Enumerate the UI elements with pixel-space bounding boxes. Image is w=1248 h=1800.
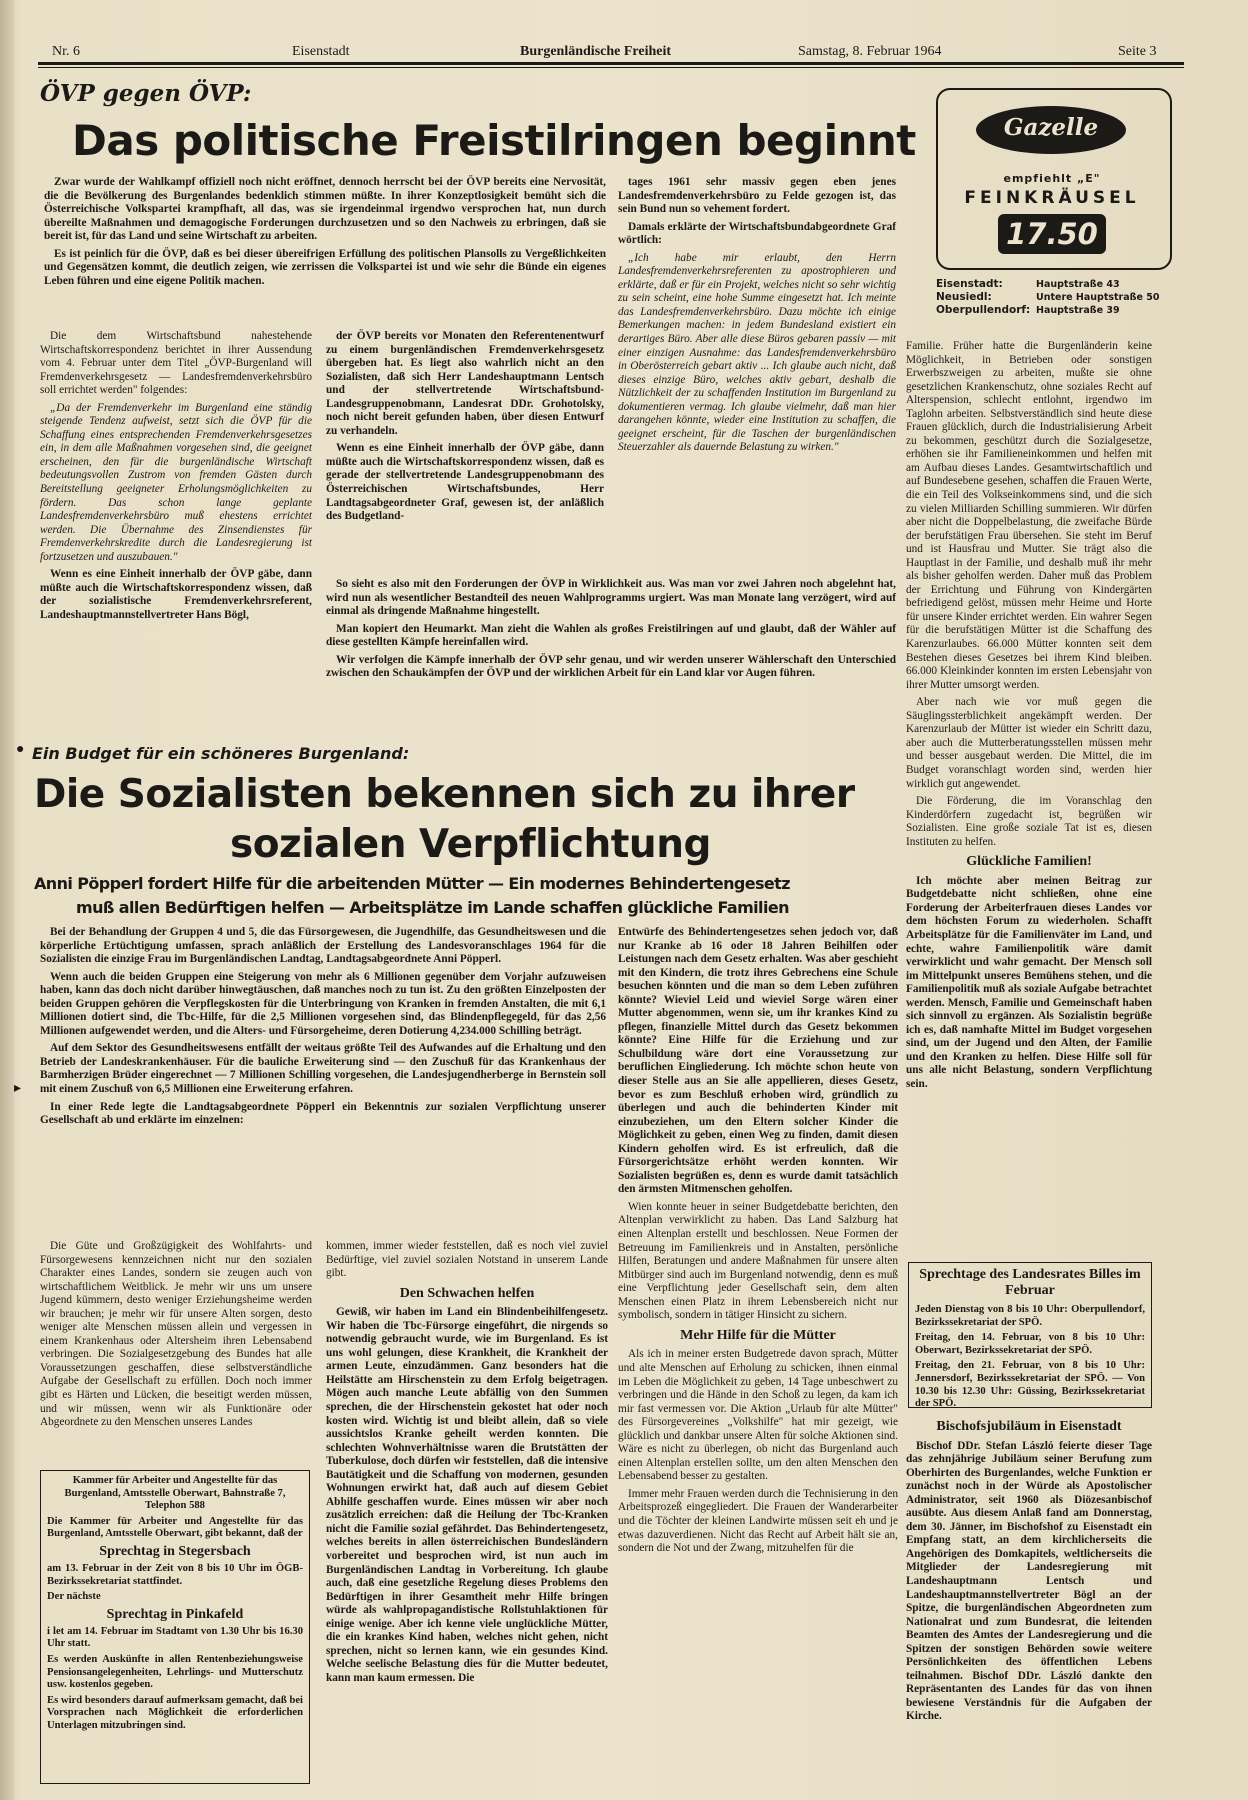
sprechtage-title: Sprechtage des Landesrates Billes im Februar <box>919 1267 1141 1298</box>
sprechtage-p1: Jeden Dienstag von 8 bis 10 Uhr: Oberpullendorf, Bezirkssekretariat der SPÖ. <box>915 1304 1145 1328</box>
happy-families-text: Ich möchte aber meinen Beitrag zur Budgetdebatte nicht schließen, ohne eine Forderung der Arbeiterfrauen dieses Landes vor dem höchsten Forum zu wiederholen. Schafft Arbeitsplätze für die Familienväter im Land, und echte, wahre Familienpolitik wäre damit verwirklicht und wahr gemacht. Der Mensch soll im Mittelpunkt unseres Bemühens stehen, und die Familienpolitik muß als soziale Aufgabe betrachtet werden. Mensch, Familie und Gemeinschaft haben sich sinnvoll zu ergänzen. Als Sozialistin begrüße ich es, daß namhafte Mittel im Budget vorgesehen sind, um der Jugend und den Alten, der Familie und den Kranken zu helfen. Diese Hilfe soll für uns alle nicht Belastung, sondern Verpflichtung sein. <box>906 874 1152 1090</box>
article1-conclusion <box>326 578 896 720</box>
ad-shop: Neusiedl: Untere Hauptstraße 50 <box>936 291 1160 303</box>
header-place: Eisenstadt <box>292 44 350 59</box>
article1-kicker: ÖVP gegen ÖVP: <box>40 80 252 107</box>
article2-col1-p1: Die Güte und Großzügigkeit des Wohlfahrts- und Fürsorgewesens kennzeichnen nicht nur den sozialen Charakter eines Landes, sondern sie zeugen auch von wirtschaftlichem Weitblick. Je mehr wir uns um unsere Jugend kümmern, desto weniger Erziehungsheime werden wir brauchen; je mehr wir für unsere Alten sorgen, desto weniger alte Menschen müssen allein und vergessen in einem Krankenhaus oder Altersheim ihren Lebensabend verbringen. Die Sozialgesetzgebung des Bundes hat alle Voraussetzungen geschaffen, diese selbstverständliche Aufgabe der Gesellschaft zu erfüllen. Doch noch immer gibt es Härten und Lücken, die beseitigt werden müssen, und wir müssen, wenn wir als Funktionäre oder Abgeordnete zu den Menschen unseres Landes <box>40 1240 312 1429</box>
article1-col3 <box>618 176 896 582</box>
kammer-box <box>40 1470 310 1784</box>
bullet-marker: ● <box>16 742 25 757</box>
article2-col3-p4: Immer mehr Frauen werden durch die Technisierung in den Arbeitsprozeß eingegliedert. Die Frauen der Wanderarbeiter und die Töchter der kleinen Landwirte müssen seit eh und je etwas dazuverdienen. Nicht das Recht auf Arbeit hält sie an, sondern die Not und der Zwang, mitzuhelfen für die <box>618 1487 898 1555</box>
kammer-p3: i let am 14. Februar im Stadtamt von 1.30 Uhr bis 16.30 Uhr statt. <box>47 1625 303 1650</box>
gazelle-advertisement <box>936 88 1178 328</box>
article2-col3-p1: Entwürfe des Behindertengesetzes sehen jedoch vor, daß nur Kranke ab 16 oder 18 Jahren Beihilfen oder Leistungen nach dem Gesetz erhalten. Was aber geschieht mit den Kindern, die trotz ihres Gebrechens eine Schule besuchen könnten und die man so dem Leben zuführen könnte? Wieviel Leid und wieviel Sorge wären einer Mutter abgenommen, wenn sie, um ihr krankes Kind zu pflegen, finanzielle Mittel durch das Gesetz bekommen könnte? Eine Hilfe für die Erziehung und zur Schulbildung wäre dort eine Voraussetzung zur beruflichen Eingliederung. Ich möchte schon heute von dieser Stelle aus an Sie alle appellieren, dieses Gesetz, bevor es zum Beschluß erhoben wird, gründlich zu überlegen und auch die behinderten Kinder mit einzubeziehen, um den Eltern solcher Kinder die Möglichkeit zu geben, einen Weg zu finden, damit diesen Kindern geholfen wird. Es ist erfreulich, daß die Fürsorgerichtsätze erhöht werden konnten. Wir Sozialisten begrüßen es, denn es wurde damit tatsächlich den ärmsten Mitmenschen geholfen. <box>618 926 898 1196</box>
right-col-p2: Aber nach wie vor muß gegen die Säuglingssterblichkeit angekämpft werden. Der Karenzurlaub der Mütter ist wieder ein Schritt dazu, aber auch die Mutterberatungsstellen müssen mehr und besser ausgebaut werden. Die Mittel, die im Budget voranschlagt worden sind, werden hier wirklich gut angewendet. <box>906 696 1152 790</box>
bischof-text: Bischof DDr. Stefan László feierte dieser Tage das zehnjährige Jubiläum seiner Berufung zum Oberhirten des Burgenlandes, welche Funktion er zunächst noch in der Würde als Apostolischer Administrator, seit 1960 als Diözesanbischof ausübte. Aus diesem Anlaß fand am Donnerstag, dem 30. Jänner, im Bischofshof zu Eisenstadt ein Empfang statt, an dem kirchlicherseits die Angehörigen des Domkapitels, weltlicherseits die Mitglieder der Landesregierung mit Landeshauptmann Lentsch und Landeshauptmannstellvertreter Bögl an der Spitze, die burgenländischen Abgeordneten zum Nationalrat und zum Bundesrat, die leitenden Beamten des Amtes der Landesregierung und die Spitzen der sonstigen Behörden sowie weitere Persönlichkeiten des öffentlichen Lebens teilnahmen. Bischof DDr. László dankte den Repräsentanten des Landes für das von ihnen bewiesene Verständnis für die Aufgaben der Kirche. <box>906 1439 1152 1723</box>
article2-subhead-line1: Anni Pöpperl fordert Hilfe für die arbeitenden Mütter — Ein modernes Behindertengesetz <box>34 874 790 893</box>
header-page-label: Seite 3 <box>1118 44 1157 59</box>
page-edge-shadow <box>0 0 14 1800</box>
ad-shop: Oberpullendorf: Hauptstraße 39 <box>936 304 1120 316</box>
article1-lead-p2: Es ist peinlich für die ÖVP, daß es bei dieser übereifrigen Erfüllung des politischen Plansolls zu Vergeßlichkeiten und Gegensätzen kommt, die deutlich zeigen, wie zerrissen die Volkspartei ist und wie sehr die Bünde ein eigenes Leben führen und eine eigene Politik machen. <box>44 247 606 287</box>
article2-col1 <box>40 1240 312 1462</box>
article1-conclusion-p1: So sieht es also mit den Forderungen der ÖVP in Wirklichkeit aus. Was man vor zwei Jahren noch abgelehnt hat, wird nun als wesentlicher Bestandteil des neuen Wahlprogramms urgiert. Was man Monate lang verzögert, wird auf einmal als dringende Maßnahme hingestellt. <box>326 578 896 618</box>
kammer-p5: Es wird besonders darauf aufmerksam gemacht, daß bei Vorsprachen nach Möglichkeit die erforderlichen Unterlagen mitzubringen sind. <box>47 1694 303 1731</box>
bischof-article <box>906 1420 1152 1784</box>
article2-kicker: Ein Budget für ein schöneres Burgenland: <box>32 744 410 763</box>
article1-headline: Das politische Freistilringen beginnt <box>72 116 916 165</box>
ad-shop-list <box>936 278 1178 317</box>
header-rule-thin <box>38 67 1184 68</box>
article1-col1-quote: „Da der Fremdenverkehr im Burgenland eine ständig steigende Tendenz aufweist, setzt sich die ÖVP für die Schaffung eines entsprechenden Fremdenverkehrsgesetzes ein, in dem alle Maßnahmen vorgesehen sind, die geeignet erscheinen, den für die burgenländische Wirtschaft bedeutungsvollen Zustrom von fremden Gästen durch Bereitstellung geeigneter Erholungsmöglichkeiten zu fördern. Das schon lange geplante Landesfremdenverkehrsbüro muß ehestens errichtet werden. Die Übernahme des Zinsendienstes für Fremdenverkehrskredite durch die Landesregierung ist fortzusetzen und auszubauen." <box>40 401 312 563</box>
article2-col2-heading: Den Schwachen helfen <box>399 1285 535 1301</box>
article2-lead <box>40 926 606 1234</box>
right-column-continuation <box>906 340 1152 1090</box>
sprechtage-p3: Freitag, den 21. Februar, von 8 bis 10 Uhr: Jennersdorf, Bezirkssekretariat der SPÖ. — Von 10.30 bis 12.30 Uhr: Güssing, Bezirkssekretariat der SPÖ. <box>915 1360 1145 1410</box>
bischof-heading: Bischofsjubiläum in Eisenstadt <box>936 1419 1122 1434</box>
article2-col2-p1: kommen, immer wieder feststellen, daß es noch viel zuviel Bedürftige, viel zuviel sozialen Notstand in unserem Lande gibt. <box>326 1240 608 1280</box>
article1-col3-p1: tages 1961 sehr massiv gegen eben jenes Landesfremdenverkehrsbüro zu Felde gezogen ist, das sein Bund nun so vehement fordert. <box>618 176 896 216</box>
header-date: Samstag, 8. Februar 1964 <box>798 44 942 59</box>
header-paper-name: Burgenländische Freiheit <box>520 44 672 59</box>
ad-product: FEINKRÄUSEL <box>964 188 1140 208</box>
margin-marker: ▸ <box>14 1081 22 1096</box>
kammer-heading-pinkafeld: Sprechtag in Pinkafeld <box>106 1606 244 1622</box>
kammer-heading-stegersbach: Sprechtag in Stegersbach <box>99 1543 251 1559</box>
article1-col2-p1: der ÖVP bereits vor Monaten den Referentenentwurf zu einem burgenländischen Fremdenverkehrsgesetz übergeben hat. Es liegt also wahrlich nicht an den Sozialisten, daß sich Herr Landeshauptmann Lentsch und der stellvertretende Wirtschaftsbund-Landesgruppenobmann, Landesrat DDr. Grohotolsky, noch nicht bereit gefunden haben, über diesen Entwurf zu verhandeln. <box>326 330 604 437</box>
kammer-p1: Die Kammer für Arbeiter und Angestellte für das Burgenland, Amtsstelle Oberwart, gibt bekannt, daß der <box>47 1515 303 1540</box>
kammer-p2b: Der nächste <box>47 1591 101 1603</box>
article1-col1 <box>40 330 312 716</box>
happy-families-heading: Glückliche Familien! <box>966 854 1092 870</box>
ad-tagline: empfiehlt „E" <box>1003 172 1101 185</box>
article2-col2 <box>326 1240 608 1786</box>
right-col-p1: Familie. Früher hatte die Burgenländerin keine Möglichkeit, in Betrieben oder sonstigen Erwerbszweigen zu arbeiten, mußte sie ohne gesetzlichen Krankenschutz, ohne soziales Recht auf Alterspension, schlecht entlohnt, irgendwo im Taglohn arbeiten. Selbstverständlich sind heute diese Frauen glücklich, durch die Industrialisierung Arbeit zu bekommen, geschützt durch die Sozialgesetze, erhöhen sie ihr Familieneinkommen und helfen mit am Aufbau dieses Landes. Gesamtwirtschaftlich und auf Bundesebene gesehen, schaffen die Frauen Werte, die ein Teil des Volkseinkommens sind, und die sich zu vielen Milliarden Schilling summieren. Wir dürfen aber nicht die Doppelbelastung, die zweifache Bürde der berufstätigen Frau übersehen. Sie steht im Beruf und ist Hausfrau und Mutter. Sie trägt also die Hauptlast in der Familie, und deshalb muß ihr mehr als bisher geholfen werden. Daher muß das Problem der Errichtung und Führung von Kindergärten befriedigend gelöst, müssen mehr Heime und Horte für unsere Kinder errichtet werden. Ein wahrer Segen für die berufstätigen Mütter ist die Schaffung des Karenzurlaubes. 66.000 Mütter konnten seit dem Bestehen dieses Gesetzes bei ihrem Kind bleiben. 66.000 Kleinkinder konnten im ersten Lebensjahr von ihrer Mutter umsorgt werden. <box>906 340 1152 691</box>
article2-headline-line1: Die Sozialisten bekennen sich zu ihrer <box>34 772 855 817</box>
sprechtage-box <box>908 1262 1152 1408</box>
article2-col3-heading: Mehr Hilfe für die Mütter <box>680 1327 836 1343</box>
article2-col2-p2: Gewiß, wir haben im Land ein Blindenbeihilfengesetz. Wir haben die Tbc-Fürsorge eingeführt, die nirgends so notwendig gebraucht wurde, wie im Burgenland. Es ist uns wohl gelungen, diese Krankheit, die Krankheit der armen Leute, einzudämmen. Ganz besonders hat die Heilstätte am Hirschenstein zu dem Erfolg beigetragen. Mögen auch manche Leute abfällig von den Summen sprechen, die der Hirschenstein gekostet hat oder noch kosten wird. Wichtig ist und bleibt allein, daß so viele aussichtslos Kranke geheilt werden konnten. Die schlechten Wohnverhältnisse waren die Brutstätten der Tuberkulose, doch dürfen wir feststellen, daß die intensive Bautätigkeit und die Schaffung von modernen, gesunden Wohnungen erwirkt hat, daß auch auf diesem Gebiet Abhilfe geschaffen wurde. Eines müssen wir aber noch zusätzlich erreichen: daß die Heilung der Tbc-Kranken nicht die Familie sozial gefährdet. Das Behindertengesetz, welches bereits in allen österreichischen Bundesländern vorbereitet und besprochen wird, ist nun auch im Burgenländischen Landtag in Vorbereitung. Ich glaube auch, daß eine gesetzliche Regelung dieses Problems den Bedürftigen in ihrer Gesamtheit mehr Hilfe bringen würde als wahlpropagandistische Rollstuhlaktionen für einige wenige. Aber ich kenne viele unglückliche Mütter, die ein krankes Kind haben, welches nicht gehen, nicht sprechen, nicht so lernen kann, wie ein gesundes Kind. Welche seelische Belastung dies für die Mutter bedeutet, kann man kaum ermessen. Die <box>326 1306 608 1684</box>
kammer-p2: am 13. Februar in der Zeit von 8 bis 10 Uhr im ÖGB-Bezirkssekretariat stattfindet. <box>47 1562 303 1587</box>
article1-col3-p2: Damals erklärte der Wirtschaftsbundabgeordnete Graf wörtlich: <box>618 220 896 247</box>
ad-brand-logo: Gazelle <box>1003 114 1099 141</box>
article1-col3-quote: „Ich habe mir erlaubt, den Herrn Landesfremdenverkehrsreferenten zu apostrophieren und erklärte, daß er für ein Projekt, welches nicht so sehr wichtig zu sein scheint, eine hohe Summe eingesetzt hat. Ich meinte das Landesfremdenverkehrsbüro. Dazu möchte ich einige Bemerkungen machen: in jedem Bundesland existiert ein derartiges Büro. Aber alle diese Büros gebaren passiv — mit einer einzigen Ausnahme: das Landesfremdenverkehrsbüro in Oberösterreich gebart aktiv ... Ich glaube auch nicht, daß dieses einzige Büro, welches aktiv gebart, deshalb die Nützlichkeit der zu schaffenden Institution im Burgenland zu dokumentieren vermag. Ich glaube vielmehr, daß man hier darangehen könnte, wieder eine Institution zu schaffen, die geeignet erscheint, für die Taschen der burgenländischen Steuerzahler als dauernde Belastung zu wirken." <box>618 251 896 454</box>
page-number: Nr. 6 <box>52 44 80 59</box>
article2-col3 <box>618 926 898 1786</box>
article2-headline-line2: sozialen Verpflichtung <box>230 822 711 867</box>
sprechtage-p2: Freitag, den 14. Februar, von 8 bis 10 Uhr: Oberwart, Bezirkssekretariat der SPÖ. <box>915 1332 1145 1356</box>
article1-col1-p2: Wenn es eine Einheit innerhalb der ÖVP gäbe, dann müßte auch die Wirtschaftskorrespondenz wissen, daß der sozialistische Fremdenverkehrsreferent, Landeshauptmannstellvertreter Hans Bögl, <box>40 568 312 621</box>
article1-lead <box>44 176 606 318</box>
article1-lead-p1: Zwar wurde der Wahlkampf offiziell noch nicht eröffnet, dennoch herrscht bei der ÖVP bereits eine Nervosität, die die Bevölkerung des Burgenlandes bedenklich stimmen müßte. In ihrer Konzeptlosigkeit bemüht sich die Österreichische Volkspartei krampfhaft, all das, was sie irgendeinmal irgendwo versprochen hat, nun durch übereilte Maßnahmen und demagogische Forderungen durchzusetzen und so den Nachweis zu erbringen, daß sie bereit ist, für das Land und seine Wirtschaft zu arbeiten. <box>44 176 606 243</box>
article2-subhead-line2: muß allen Bedürftigen helfen — Arbeitsplätze im Lande schaffen glückliche Familien <box>76 898 789 917</box>
article2-lead-p4: In einer Rede legte die Landtagsabgeordnete Pöpperl ein Bekenntnis zur sozialen Verpflichtung unserer Gesellschaft ab und erklärte im einzelnen: <box>40 1100 606 1127</box>
article1-col1-p1: Die dem Wirtschaftsbund nahestehende Wirtschaftskorrespondenz berichtet in ihrer Aussendung vom 4. Februar unter dem Titel „ÖVP-Burgenland will Fremdenverkehrsgesetz — Landesfremdenverkehrsbüro soll errichtet werden" folgendes: <box>40 330 312 397</box>
article2-col3-p2: Wien konnte heuer in seiner Budgetdebatte berichten, den Altenplan verwirklicht zu haben. Das Land Salzburg hat einen Altenplan erstellt und beschlossen. Neue Formen der Betreuung im Familienkreis und in Anstalten, persönliche Hilfen, Beratungen und andere Maßnahmen für unsere alten Mitbürger sind auch im Burgenland notwendig, denn es muß eine Verpflichtung jeder Gesellschaft sein, dem alten Menschen einen Platz in ihrem Lebensbereich nicht nur symbolisch, sondern in tätiger Hinsicht zu sichern. <box>618 1200 898 1322</box>
header-rule <box>38 62 1184 65</box>
ad-shop: Eisenstadt: Hauptstraße 43 <box>936 278 1120 290</box>
article1-col2-p2: Wenn es eine Einheit innerhalb der ÖVP gäbe, dann müßte auch die Wirtschaftskorrespondenz wissen, daß es gerade der stellvertretende Landesgruppenobmann des Österreichischen Wirtschaftsbundes, Herr Landtagsabgeordneter Graf, gewesen ist, der anläßlich des Budgetland- <box>326 442 604 523</box>
article2-col3-p3: Als ich in meiner ersten Budgetrede davon sprach, Mütter und alte Menschen auf Erholung zu schicken, ihnen einmal im Leben die Möglichkeit zu geben, 14 Tage unbeschwert zu verbringen und die Hände in den Schoß zu legen, da kam ich mir fast vermessen vor. Die Aktion „Urlaub für alte Mütter" des Fürsorgevereines „Volkshilfe" hat mir gezeigt, wie glücklich und dankbar unsere Alten für solche Aktionen sind. Wäre es nicht zu überlegen, ob nicht das Burgenland auch einen Altenplan erstellen sollte, um den alten Menschen den Lebensabend besser zu gestalten. <box>618 1348 898 1483</box>
article2-lead-p3: Auf dem Sektor des Gesundheitswesens entfällt der weitaus größte Teil des Aufwandes auf die Erhaltung und den Betrieb der Landeskrankenhäuser. Für die bauliche Erweiterung sind — den Zuschuß für das Krankenhaus der Barmherzigen Brüder eingerechnet — 7 Millionen Schilling vorgesehen, die Landesjugendherberge in Bernstein soll mit einem Zuschuß von 6,5 Millionen eine Erweiterung erfahren. <box>40 1042 606 1096</box>
kammer-p4: Es werden Auskünfte in allen Rentenbeziehungsweise Pensionsangelegenheiten, Lehrlings- und Mutterschutz usw. kostenlos gegeben. <box>47 1653 303 1691</box>
article1-conclusion-p3: Wir verfolgen die Kämpfe innerhalb der ÖVP sehr genau, und wir werden unserer Wählerschaft den Unterschied zwischen den Schaukämpfen der ÖVP und der wirklichen Arbeit für ein Land klar vor Augen führen. <box>326 653 896 680</box>
article1-conclusion-p2: Man kopiert den Heumarkt. Man zieht die Wahlen als großes Freistilringen auf und glaubt, daß der Wähler auf diese gestellten Kämpfe hereinfallen wird. <box>326 622 896 649</box>
article2-lead-p1: Bei der Behandlung der Gruppen 4 und 5, die das Fürsorgewesen, die Jugendhilfe, das Gesundheitswesen und die körperliche Ertüchtigung umfassen, sprach anläßlich der Erstellung des Landesvoranschlages 1964 für die Sozialisten die einzige Frau im Burgenländischen Landtag, Landtagsabgeordnete Anni Pöpperl. <box>40 926 606 966</box>
ad-price: 17.50 <box>998 214 1106 254</box>
article2-lead-p2: Wenn auch die beiden Gruppen eine Steigerung von mehr als 6 Millionen gegenüber dem Vorjahr aufzuweisen haben, kann das doch nicht darüber hinwegtäuschen, daß manches noch zu tun ist. Zu den größten Einzelposten der beiden Gruppen gehören die Verpflegskosten für die Unterbringung von Kranken in fremden Anstalten, die mit 6,1 Millionen dotiert sind, die Tbc-Hilfe, für die 2,5 Millionen vorgesehen sind, das Blindenpflegegeld, für das 2,56 Millionen aufgewendet werden, und die Alters- und Fürsorgeheime, deren Dotierung 4,234.000 Schilling beträgt. <box>40 970 606 1037</box>
article1-col2 <box>326 330 604 580</box>
right-col-p3: Die Förderung, die im Voranschlag den Kinderdörfern zugedacht ist, begrüßen wir Sozialisten. Eine große soziale Tat ist es, diesen Instituten zu helfen. <box>906 795 1152 848</box>
kammer-title: Kammer für Arbeiter und Angestellte für das Burgenland, Amtsstelle Oberwart, Bahnstraße 7, Telephon 588 <box>64 1475 286 1512</box>
